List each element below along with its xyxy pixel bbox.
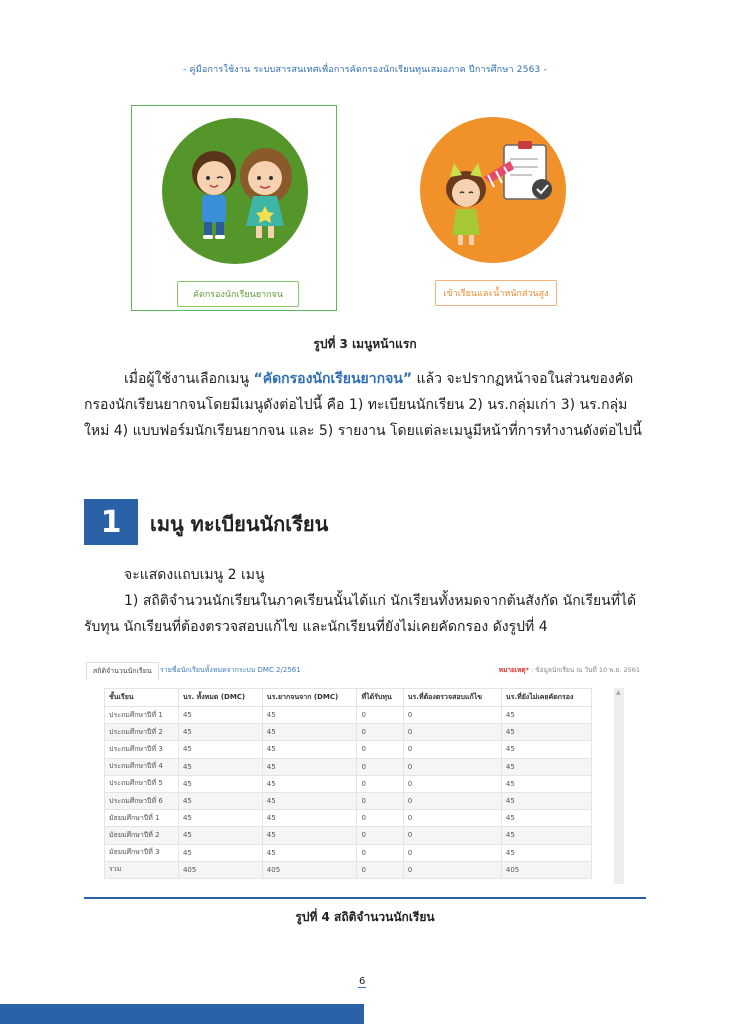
table-cell: มัธยมศึกษาปีที่ 2	[105, 827, 179, 844]
table-cell: ประถมศึกษาปีที่ 1	[105, 707, 179, 724]
table-header-row	[105, 689, 592, 707]
section-number: 1	[84, 499, 138, 545]
table-row	[105, 707, 592, 724]
table-cell: 45	[178, 758, 262, 775]
table-cell: 405	[262, 861, 357, 878]
table-cell: 0	[357, 741, 403, 758]
table-cell: 45	[501, 775, 591, 792]
table-row	[105, 792, 592, 809]
table-row	[105, 827, 592, 844]
student-stats-table	[104, 688, 592, 879]
table-cell: 45	[178, 775, 262, 792]
section-title: เมนู ทะเบียนนักเรียน	[150, 512, 329, 536]
table-row	[105, 724, 592, 741]
menu-card-poor-students[interactable]	[131, 105, 337, 311]
table-cell: 45	[178, 810, 262, 827]
table-cell: 0	[357, 707, 403, 724]
intro-highlight: “คัดกรองนักเรียนยากจน”	[253, 371, 413, 387]
intro-suffix: แล้ว จะปรากฏหน้าจอในส่วนของคัดกรองนักเรียนยากจนโดยมีเมนูดังต่อไปนี้ คือ 1) ทะเบียนนักเรียน 2) นร.กลุ่มเก่า 3) นร.กลุ่มใหม่ 4) แบบฟอร์มนักเรียนยากจน และ 5) รายงาน โดยแต่ละเมนูมีหน้าที่การทำงานดังต่อไปนี้	[84, 371, 642, 439]
stats-paragraph	[84, 588, 646, 640]
table-cell: 0	[357, 792, 403, 809]
scroll-up-icon[interactable]: ▲	[616, 689, 621, 696]
kids-illustration	[162, 118, 308, 264]
table-cell: 45	[262, 775, 357, 792]
table-row	[105, 741, 592, 758]
table-cell: 45	[262, 827, 357, 844]
table-cell: ประถมศึกษาปีที่ 6	[105, 792, 179, 809]
table-cell: 0	[357, 861, 403, 878]
note-text: : ข้อมูลนักเรียน ณ วันที่ 10 พ.ย. 2561	[528, 666, 640, 674]
page-header: - คู่มือการใช้งาน ระบบสารสนเทศเพื่อการคัดกรองนักเรียนทุนเสมอภาค ปีการศึกษา 2563 -	[183, 65, 547, 75]
table-cell: 45	[178, 724, 262, 741]
col-header: นร.ที่ต้องตรวจสอบแก้ไข	[403, 689, 501, 707]
table-cell: 0	[357, 844, 403, 861]
table-cell: 0	[403, 792, 501, 809]
tab-student-stats[interactable]: สถิติจำนวนนักเรียน	[86, 662, 159, 680]
figure-divider	[84, 897, 646, 899]
table-cell: 0	[403, 741, 501, 758]
table-cell: 45	[501, 827, 591, 844]
table-cell: 0	[357, 810, 403, 827]
table-cell: ประถมศึกษาปีที่ 2	[105, 724, 179, 741]
table-cell: 0	[403, 827, 501, 844]
clipboard-illustration	[420, 117, 566, 263]
table-cell: 45	[262, 741, 357, 758]
table-cell: 45	[178, 844, 262, 861]
intro-prefix: เมื่อผู้ใช้งานเลือกเมนู	[124, 371, 254, 387]
col-header: นร.ยากจนจาก (DMC)	[262, 689, 357, 707]
table-cell: 45	[262, 810, 357, 827]
table-cell: 45	[501, 741, 591, 758]
col-header: นร. ทั้งหมด (DMC)	[178, 689, 262, 707]
table-cell: 0	[357, 827, 403, 844]
table-cell: 45	[501, 724, 591, 741]
table-cell: 45	[178, 707, 262, 724]
table-cell: 0	[403, 861, 501, 878]
table-cell: 45	[178, 741, 262, 758]
menu-card-attendance[interactable]	[390, 105, 596, 311]
table-scrollbar[interactable]	[614, 688, 624, 884]
table-cell: 0	[357, 758, 403, 775]
table-cell: 45	[262, 792, 357, 809]
data-date-note	[499, 665, 640, 675]
table-row	[105, 810, 592, 827]
table-cell: 45	[501, 810, 591, 827]
table-cell: 45	[262, 758, 357, 775]
table-cell: 0	[403, 844, 501, 861]
table-cell: 0	[403, 775, 501, 792]
figure4-caption: รูปที่ 4 สถิติจำนวนนักเรียน	[295, 910, 435, 924]
footer-bar	[0, 1004, 364, 1024]
table-cell: ประถมศึกษาปีที่ 3	[105, 741, 179, 758]
col-header: นร.ที่ยังไม่เคยคัดกรอง	[501, 689, 591, 707]
col-header: ชั้นเรียน	[105, 689, 179, 707]
table-cell: ประถมศึกษาปีที่ 4	[105, 758, 179, 775]
table-row	[105, 758, 592, 775]
table-cell: 0	[403, 724, 501, 741]
table-cell: ประถมศึกษาปีที่ 5	[105, 775, 179, 792]
table-cell: 45	[262, 844, 357, 861]
menu-count-paragraph	[84, 562, 646, 588]
table-cell: 45	[262, 724, 357, 741]
clipboard-girl-icon	[420, 117, 566, 263]
figure3-caption: รูปที่ 3 เมนูหน้าแรก	[313, 337, 417, 351]
col-header: ที่ได้รับทุน	[357, 689, 403, 707]
table-cell: 45	[501, 758, 591, 775]
table-cell: รวม	[105, 861, 179, 878]
intro-paragraph	[84, 366, 646, 444]
table-cell: 0	[357, 724, 403, 741]
table-cell: 0	[403, 707, 501, 724]
table-row	[105, 861, 592, 878]
note-label: หมายเหตุ*	[498, 666, 529, 674]
table-cell: มัธยมศึกษาปีที่ 3	[105, 844, 179, 861]
stats-tabs	[84, 658, 646, 680]
stats-text: 1) สถิติจำนวนนักเรียนในภาคเรียนนั้นได้แก่ นักเรียนทั้งหมดจากต้นสังกัด นักเรียนที่ได้รับทุน นักเรียนที่ต้องตรวจสอบแก้ไข และนักเรียนที่ยังไม่เคยคัดกรอง ดังรูปที่ 4	[84, 593, 637, 635]
table-cell: 45	[178, 792, 262, 809]
poor-students-screening-button[interactable]: คัดกรองนักเรียนยากจน	[177, 281, 299, 307]
kids-icon	[162, 118, 308, 264]
table-cell: 0	[403, 810, 501, 827]
table-cell: 0	[403, 758, 501, 775]
student-stats-screenshot	[84, 658, 646, 898]
table-cell: 405	[178, 861, 262, 878]
attendance-weight-height-button[interactable]: เข้าเรียนและน้ำหนักส่วนสูง	[435, 280, 557, 306]
table-row	[105, 844, 592, 861]
table-cell: 45	[501, 792, 591, 809]
table-cell: มัธยมศึกษาปีที่ 1	[105, 810, 179, 827]
table-cell: 45	[501, 844, 591, 861]
menu-count-text: จะแสดงแถบเมนู 2 เมนู	[124, 567, 265, 583]
table-cell: 45	[262, 707, 357, 724]
table-cell: 405	[501, 861, 591, 878]
page-number: 6	[359, 976, 366, 987]
table-cell: 0	[357, 775, 403, 792]
table-cell: 45	[178, 827, 262, 844]
tab-dmc-student-list[interactable]: รายชื่อนักเรียนทั้งหมดจากระบบ DMC 2/2561	[160, 666, 301, 674]
table-cell: 45	[501, 707, 591, 724]
table-row	[105, 775, 592, 792]
